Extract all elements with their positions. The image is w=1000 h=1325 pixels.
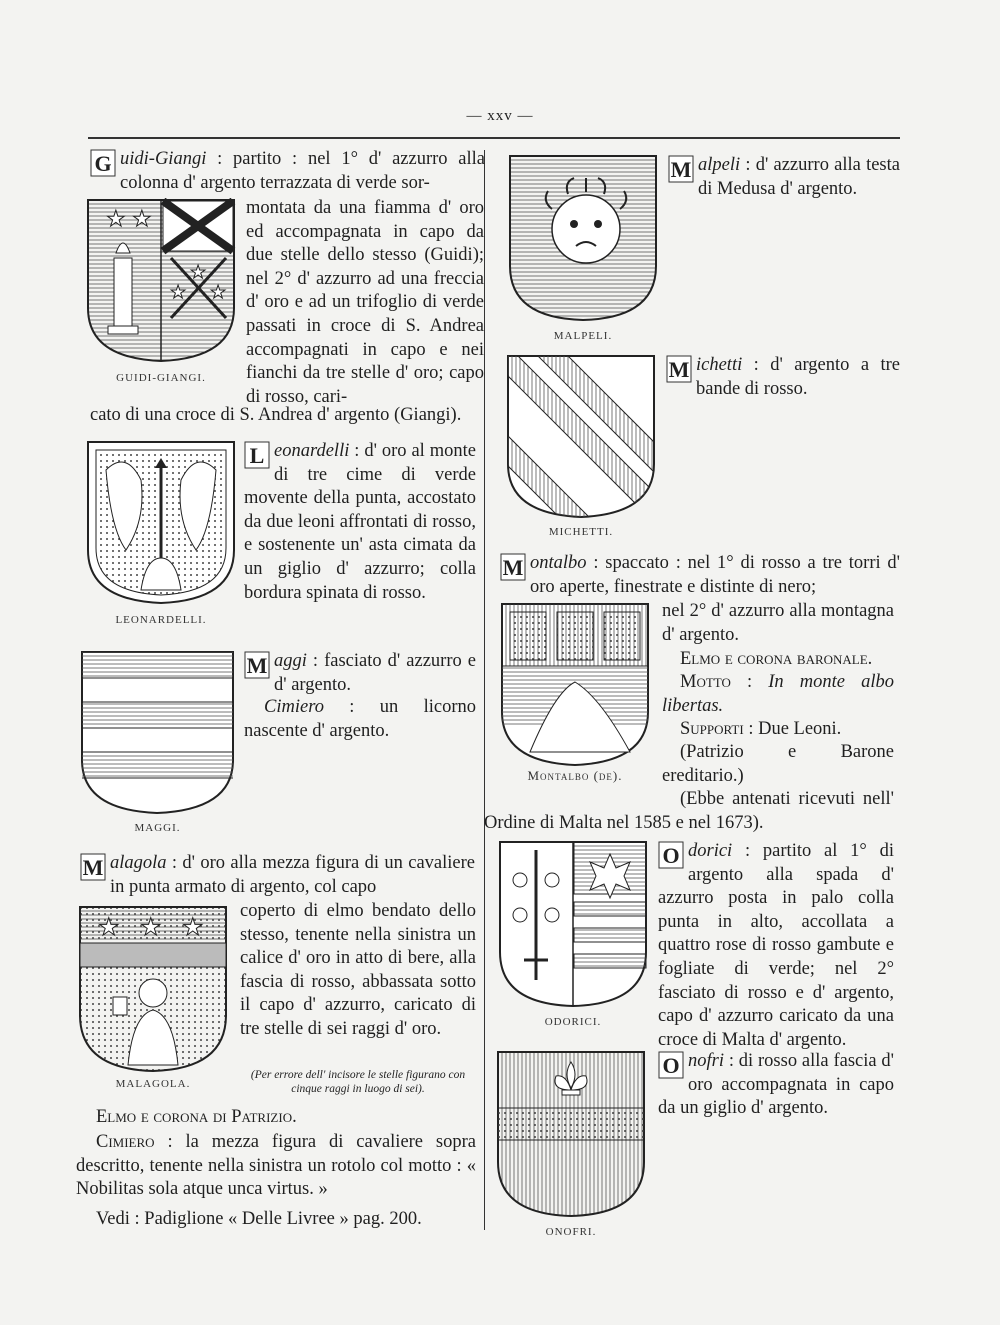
svg-text:M: M	[502, 555, 524, 580]
montalbo-name: ontalbo	[530, 553, 587, 573]
svg-text:★: ★	[170, 282, 187, 302]
svg-text:O: O	[662, 1053, 680, 1078]
onofri-initial	[658, 1050, 684, 1080]
montalbo-initial	[500, 552, 526, 582]
maggi-cimiero-text: : un licorno nascente d' argento.	[244, 697, 476, 741]
svg-text:★: ★	[132, 206, 152, 231]
maggi-cimiero	[244, 696, 476, 743]
malagola-elmo: Elmo e corona di Patrizio.	[96, 1107, 297, 1127]
michetti-text	[666, 354, 900, 401]
michetti-body: : d' argento a tre bande di rosso.	[696, 355, 900, 399]
montalbo-antenati: (Ebbe antenati ricevuti nell' Ordine di Malta nel 1585 e nel 1673).	[484, 789, 894, 833]
svg-text:O: O	[662, 843, 680, 868]
odorici-initial	[658, 840, 684, 870]
maggi-shield	[80, 650, 235, 815]
svg-text:★: ★	[106, 206, 126, 231]
montalbo-motto: Motto : In monte albo libertas.	[662, 672, 894, 716]
leonardelli-name: eonardelli	[274, 441, 350, 461]
guidi-shield	[86, 198, 236, 363]
malagola-vedi: Vedi : Padiglione « Delle Livree » pag. 200.	[96, 1209, 422, 1229]
malpeli-initial	[668, 154, 694, 184]
odorici-shield	[498, 840, 648, 1008]
maggi-initial	[244, 650, 270, 680]
leonardelli-body: : d' oro al monte di tre cime di verde movente della punta, accostato da due leoni affrontati di rosso, e sostenente un' asta cimata da un giglio d' azzurro; colla bordura spinata di rosso.	[244, 441, 476, 603]
malagola-caption: MALAGOLA.	[115, 1078, 191, 1090]
michetti-shield	[506, 354, 656, 519]
malagola-initial	[80, 852, 106, 882]
leonardelli-text	[244, 440, 476, 605]
onofri-text	[658, 1050, 894, 1121]
malagola-note: (Per errore dell' incisore le stelle figurano con cinque raggi in luogo di sei).	[250, 1069, 466, 1095]
malagola-shield	[78, 905, 228, 1073]
maggi-text	[244, 650, 476, 697]
leonardelli-shield	[86, 440, 236, 605]
leonardelli-caption: LEONARDELLI.	[115, 614, 207, 626]
leonardelli-initial	[244, 440, 270, 470]
header-rule	[88, 137, 900, 139]
malagola-cimiero-text: : la mezza figura di cavaliere sopra descritto, tenente nella sinistra un rotolo col motto : « Nobilitas sola atque unca virtus. »	[76, 1132, 476, 1200]
guidi-name: uidi-Giangi	[120, 149, 207, 169]
guidi-initial	[90, 148, 116, 178]
guidi-text-right: montata da una fiamma d' oro ed accompagnata in capo da due stelle dello stesso (Guidi); nel 2° d' azzurro ad una freccia d' oro e ad un trifoglio di verde passati in croce di S. Andrea accompagnati in capo e nei fianchi da tre stelle d' oro; capo di rosso, cari-	[246, 198, 484, 407]
malagola-cimiero-label: Cimiero	[96, 1132, 155, 1152]
svg-text:★: ★	[98, 915, 120, 941]
michetti-initial	[666, 354, 692, 384]
svg-text:★: ★	[182, 915, 204, 941]
guidi-intro	[90, 148, 485, 195]
montalbo-intro-text: : spaccato : nel 1° di rosso a tre torri d' oro aperte, finestrate e distinte di nero;	[530, 553, 900, 597]
svg-text:M: M	[670, 157, 692, 182]
guidi-intro-text: : partito : nel 1° d' azzurro alla colonna d' argento terrazzata di verde sor-	[120, 149, 485, 193]
malagola-intro-text: : d' oro alla mezza figura di un cavaliere in punta armato di argento, col capo	[110, 853, 475, 897]
svg-text:M: M	[668, 357, 690, 382]
michetti-caption: MICHETTI.	[548, 526, 614, 538]
page-number: — xxv —	[466, 108, 534, 124]
malpeli-body: : d' azzurro alla testa di Medusa d' argento.	[698, 155, 900, 199]
guidi-text-last: cato di una croce di S. Andrea d' argento (Giangi).	[90, 405, 462, 425]
maggi-caption: MAGGI.	[134, 822, 181, 834]
malagola-cimiero	[76, 1131, 476, 1202]
odorici-body: : partito al 1° di argento alla spada d' azzurro posta in palo colla punta in alto, accollata a quattro rose di rosso gambute e fogliate di verde; nel 2° fasciato di rosso e d' argento, capo d' azzurro caricato da una croce di Malta d' argento.	[658, 841, 894, 1050]
column-divider	[484, 150, 485, 1230]
onofri-shield	[496, 1050, 646, 1218]
montalbo-elmo: Elmo e corona baronale.	[680, 649, 873, 669]
onofri-caption: ONOFRI.	[545, 1226, 597, 1238]
montalbo-motto-text: In monte albo libertas.	[662, 672, 894, 716]
malagola-name: alagola	[110, 853, 167, 873]
malpeli-text	[668, 154, 900, 201]
onofri-body: : di rosso alla fascia d' oro accompagnata in capo da un giglio d' argento.	[658, 1051, 894, 1119]
malagola-intro	[80, 852, 475, 899]
svg-text:M: M	[246, 653, 268, 678]
montalbo-patrizio: (Patrizio e Barone ereditario.)	[662, 742, 894, 786]
montalbo-supporti-text: : Due Leoni.	[743, 719, 842, 739]
maggi-name: aggi	[274, 651, 307, 671]
montalbo-motto-label: Motto	[680, 672, 731, 692]
guidi-caption: GUIDI-GIANGI.	[116, 372, 206, 384]
montalbo-supporti	[680, 718, 900, 742]
michetti-name: ichetti	[696, 355, 743, 375]
svg-text:★: ★	[210, 282, 227, 302]
onofri-name: nofri	[688, 1051, 724, 1071]
svg-text:★: ★	[190, 262, 207, 282]
malpeli-name: alpeli	[698, 155, 741, 175]
malpeli-shield	[508, 154, 658, 322]
montalbo-shield	[500, 602, 650, 767]
maggi-cimiero-label: Cimiero	[264, 697, 324, 717]
montalbo-text-right: nel 2° d' azzurro alla montagna d' argento.	[662, 601, 894, 645]
montalbo-supporti-label: Supporti	[680, 719, 744, 739]
montalbo-caption: Montalbo (de).	[527, 768, 623, 783]
odorici-name: dorici	[688, 841, 733, 861]
maggi-body: : fasciato d' azzurro e d' argento.	[274, 651, 476, 695]
malpeli-caption: MALPELI.	[553, 330, 613, 342]
svg-text:M: M	[82, 855, 104, 880]
montalbo-intro	[500, 552, 900, 599]
svg-text:G: G	[94, 151, 112, 176]
svg-text:★: ★	[140, 915, 162, 941]
malagola-text-right: coperto di elmo bendato dello stesso, tenente nella sinistra un calice d' oro in atto di bere, alla fascia di rosso, abbassata sotto il capo d' azzurro, caricato di tre stelle di sei raggi d' oro.	[240, 901, 476, 1039]
svg-text:L: L	[249, 443, 265, 468]
odorici-caption: ODORICI.	[544, 1016, 602, 1028]
odorici-text	[658, 840, 894, 1052]
